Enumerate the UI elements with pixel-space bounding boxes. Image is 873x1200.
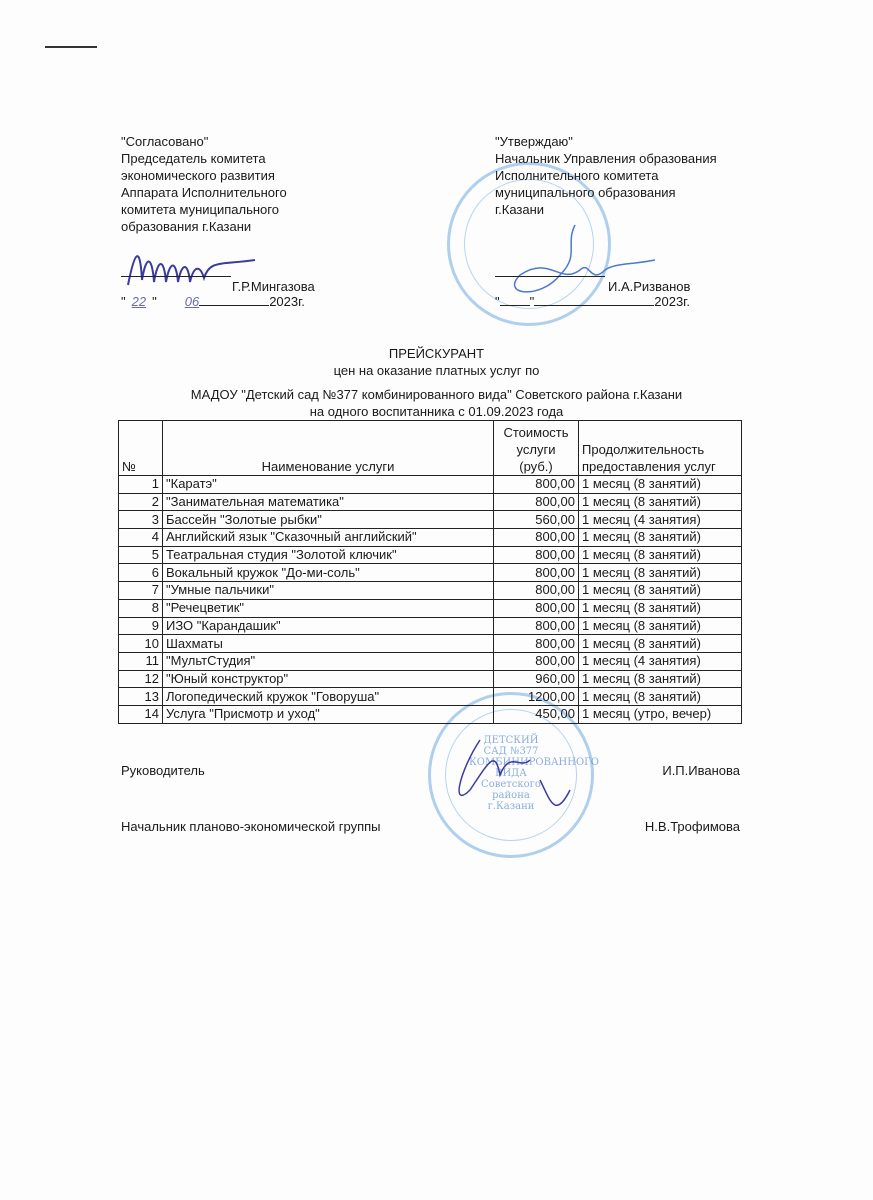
table-row — [119, 564, 742, 582]
table-row — [119, 635, 742, 653]
table-row — [119, 511, 742, 529]
price-table — [118, 420, 742, 724]
organization-name: МАДОУ "Детский сад №377 комбинированного вида" Советского района г.Казани — [190, 387, 683, 402]
approval-title: "Утверждаю" — [495, 134, 573, 149]
cell-cost: 450,00 — [494, 705, 579, 723]
cell-name: Английский язык "Сказочный английский" — [163, 529, 494, 547]
approval-line: Председатель комитета — [121, 151, 266, 166]
cell-cost: 800,00 — [494, 529, 579, 547]
cell-cost: 560,00 — [494, 511, 579, 529]
cell-cost: 800,00 — [494, 635, 579, 653]
kindergarten-stamp: ДЕТСКИЙ САД №377 КОМБИНИРОВАННОГО ВИДА Советского района г.Казани — [428, 692, 594, 858]
cell-name: Бассейн "Золотые рыбки" — [163, 511, 494, 529]
cell-name: "Юный конструктор" — [163, 670, 494, 688]
signer-name: И.А.Ризванов — [608, 279, 691, 294]
cell-num: 7 — [119, 582, 163, 600]
approval-line: Исполнительного комитета — [495, 168, 659, 183]
table-row — [119, 493, 742, 511]
header-num: № — [119, 421, 163, 476]
cell-name: Шахматы — [163, 635, 494, 653]
table-row — [119, 546, 742, 564]
cell-cost: 800,00 — [494, 582, 579, 600]
cell-num: 1 — [119, 476, 163, 494]
header-duration: Продолжительность предоставления услуг — [579, 421, 742, 476]
cell-cost: 800,00 — [494, 652, 579, 670]
table-row — [119, 476, 742, 494]
date-year: 2023г. — [269, 294, 305, 309]
cell-name: ИЗО "Карандашик" — [163, 617, 494, 635]
cell-num: 4 — [119, 529, 163, 547]
cell-name: "Каратэ" — [163, 476, 494, 494]
left-approval — [121, 133, 287, 235]
cell-duration: 1 месяц (8 занятий) — [579, 564, 742, 582]
approval-line: экономического развития — [121, 168, 275, 183]
cell-num: 6 — [119, 564, 163, 582]
cell-num: 12 — [119, 670, 163, 688]
table-row — [119, 652, 742, 670]
approval-line: образования г.Казани — [121, 219, 252, 234]
cell-num: 13 — [119, 688, 163, 706]
cell-cost: 1200,00 — [494, 688, 579, 706]
cell-cost: 800,00 — [494, 493, 579, 511]
table-row — [119, 670, 742, 688]
head-label: Руководитель — [121, 763, 205, 778]
cell-cost: 800,00 — [494, 599, 579, 617]
approval-title: "Согласовано" — [121, 134, 209, 149]
cell-duration: 1 месяц (8 занятий) — [579, 476, 742, 494]
table-row — [119, 599, 742, 617]
right-approval — [495, 133, 717, 218]
cell-name: "Умные пальчики" — [163, 582, 494, 600]
cell-name: Логопедический кружок "Говоруша" — [163, 688, 494, 706]
cell-duration: 1 месяц (8 занятий) — [579, 546, 742, 564]
date-year: 2023г. — [654, 294, 690, 309]
cell-duration: 1 месяц (8 занятий) — [579, 635, 742, 653]
effective-date: на одного воспитанника с 01.09.2023 года — [309, 404, 564, 419]
cell-name: "Речецветик" — [163, 599, 494, 617]
cell-duration: 1 месяц (утро, вечер) — [579, 705, 742, 723]
head-name: И.П.Иванова — [662, 763, 740, 778]
cell-duration: 1 месяц (8 занятий) — [579, 529, 742, 547]
approval-line: Аппарата Исполнительного — [121, 185, 287, 200]
signature-line — [495, 276, 605, 277]
cell-num: 5 — [119, 546, 163, 564]
cell-duration: 1 месяц (8 занятий) — [579, 617, 742, 635]
table-row — [119, 688, 742, 706]
signature-ivanova — [440, 720, 590, 830]
cell-duration: 1 месяц (4 занятия) — [579, 652, 742, 670]
approval-line: муниципального образования — [495, 185, 676, 200]
signer-name: Г.Р.Мингазова — [232, 279, 315, 294]
table-row — [119, 617, 742, 635]
signature-line — [121, 276, 231, 277]
table-header — [119, 421, 742, 476]
cell-num: 11 — [119, 652, 163, 670]
approval-line: комитета муниципального — [121, 202, 279, 217]
cell-name: "Занимательная математика" — [163, 493, 494, 511]
cell-num: 9 — [119, 617, 163, 635]
cell-duration: 1 месяц (8 занятий) — [579, 670, 742, 688]
scan-mark — [45, 46, 97, 48]
table-row — [119, 529, 742, 547]
cell-name: "МультСтудия" — [163, 652, 494, 670]
cell-duration: 1 месяц (8 занятий) — [579, 582, 742, 600]
cell-cost: 800,00 — [494, 546, 579, 564]
cell-duration: 1 месяц (8 занятий) — [579, 599, 742, 617]
cell-cost: 800,00 — [494, 617, 579, 635]
cell-name: Театральная студия "Золотой ключик" — [163, 546, 494, 564]
cell-duration: 1 месяц (8 занятий) — [579, 493, 742, 511]
cell-duration: 1 месяц (8 занятий) — [579, 688, 742, 706]
date-day: 22 — [131, 294, 147, 309]
cell-cost: 800,00 — [494, 564, 579, 582]
cell-name: Услуга "Присмотр и уход" — [163, 705, 494, 723]
table-row — [119, 705, 742, 723]
approval-line: г.Казани — [495, 202, 545, 217]
header-name: Наименование услуги — [163, 421, 494, 476]
cell-name: Вокальный кружок "До-ми-соль" — [163, 564, 494, 582]
cell-cost: 960,00 — [494, 670, 579, 688]
header-cost: Стоимость услуги (руб.) — [494, 421, 579, 476]
approval-line: Начальник Управления образования — [495, 151, 717, 166]
approval-date: " 22 " 06 2023г. — [121, 294, 305, 309]
econ-label: Начальник планово-экономической группы — [121, 819, 381, 834]
cell-num: 14 — [119, 705, 163, 723]
table-row — [119, 582, 742, 600]
document-subtitle: цен на оказание платных услуг по — [333, 363, 540, 378]
cell-cost: 800,00 — [494, 476, 579, 494]
cell-num: 2 — [119, 493, 163, 511]
approval-date: " " 2023г. — [495, 294, 690, 309]
document-title: ПРЕЙСКУРАНТ — [388, 346, 485, 361]
cell-num: 10 — [119, 635, 163, 653]
cell-num: 3 — [119, 511, 163, 529]
cell-duration: 1 месяц (4 занятия) — [579, 511, 742, 529]
econ-name: Н.В.Трофимова — [644, 819, 740, 834]
cell-num: 8 — [119, 599, 163, 617]
date-month: 06 — [184, 294, 200, 309]
